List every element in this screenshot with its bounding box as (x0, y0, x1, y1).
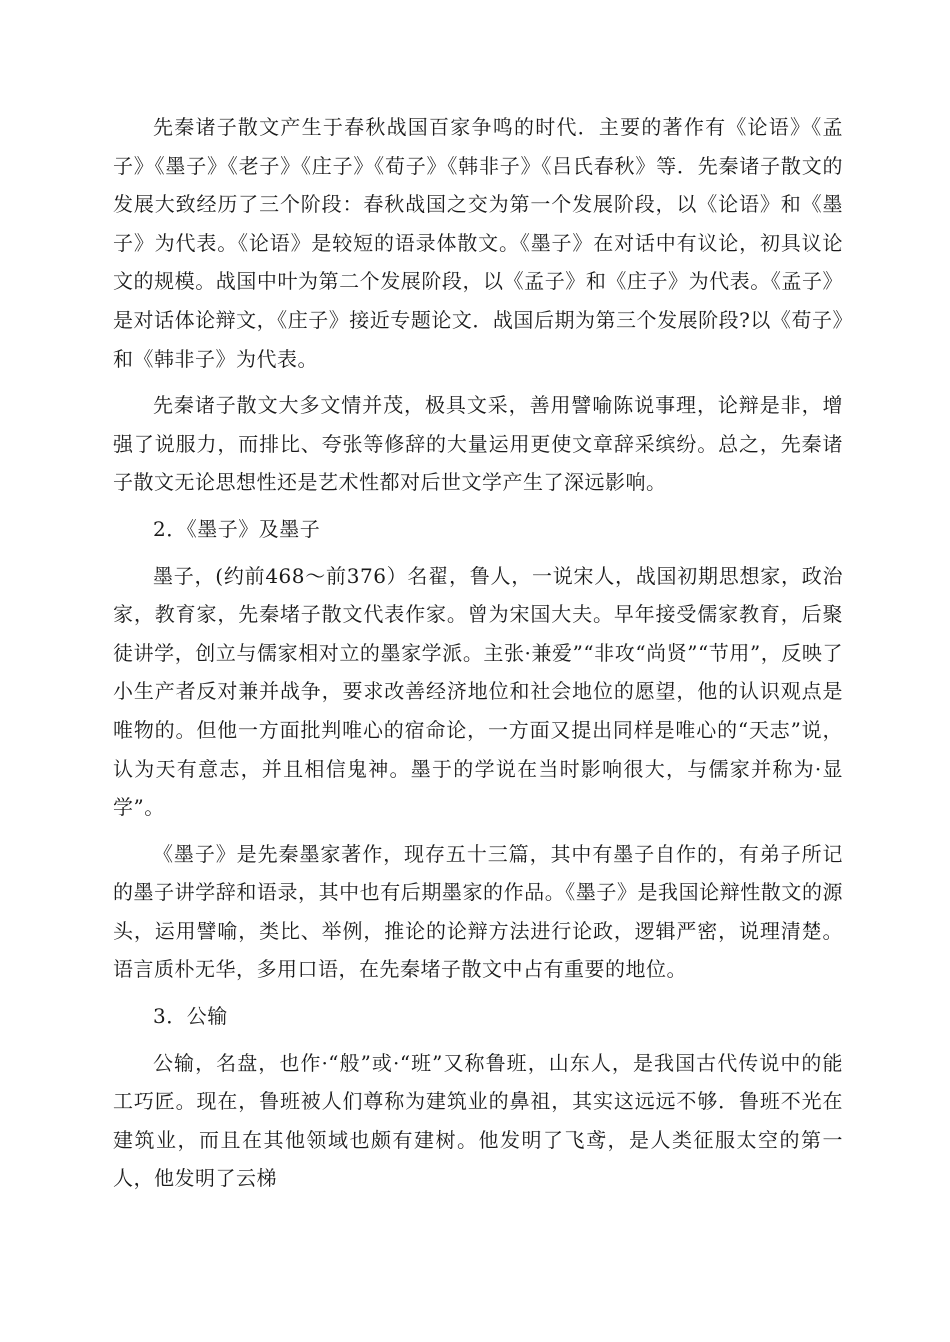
intro-paragraph-1: 先秦诸子散文产生于春秋战国百家争鸣的时代．主要的著作有《论语》《孟子》《墨子》《老子》《庄子》《荀子》《韩非子》《吕氏春秋》等．先秦诸子散文的发展大致经历了三个阶段：春秋战国之交为第一个发展阶段，以《论语》和《墨子》为代表。《论语》是较短的语录体散文。《墨子》在对话中有议论，初具议论文的规模。战国中叶为第二个发展阶段，以《孟子》和《庄子》为代表。《孟子》是对话体论辩文，《庄子》接近专题论文．战国后期为第三个发展阶段?以《荀子》和《韩非子》为代表。 (113, 115, 843, 371)
section-heading-mozi: 2．《墨子》及墨子 (153, 516, 321, 541)
intro-paragraph-2: 先秦诸子散文大多文情并茂，极具文采，善用譬喻陈说事理，论辩是非，增强了说服力，而排比、夸张等修辞的大量运用更使文章辞采缤纷。总之，先秦诸子散文无论思想性还是艺术性都对后世文学产生了深远影响。 (113, 393, 843, 495)
mozi-biography-paragraph: 墨子，(约前468～前376）名翟，鲁人，一说宋人，战国初期思想家，政治家，教育家，先秦堵子散文代表作家。曾为宋国大夫。早年接受儒家教育，后聚徒讲学，创立与儒家相对立的墨家学派。主张·兼爱”“非攻“尚贤”“节用”，反映了小生产者反对兼并战争，要求改善经济地位和社会地位的愿望，他的认识观点是唯物的。但他一方面批判唯心的宿命论，一方面又提出同样是唯心的“天志”说，认为天有意志，并且相信鬼神。墨于的学说在当时影响很大，与儒家并称为·显学”。 (113, 563, 843, 820)
gongshu-paragraph: 公输，名盘，也作·“般”或·“班”又称鲁班，山东人，是我国古代传说中的能工巧匠。现在，鲁班被人们尊称为建筑业的鼻祖，其实这远远不够．鲁班不光在建筑业，而且在其他领域也颇有建树。他发明了飞鸢，是人类征服太空的第一人，他发明了云梯 (113, 1050, 843, 1191)
document-body (113, 108, 843, 1206)
mozi-book-paragraph: 《墨子》是先秦墨家著作，现存五十三篇，其中有墨子自作的，有弟子所记的墨子讲学辞和语录，其中也有后期墨家的作品。《墨子》是我国论辩性散文的源头，运用譬喻，类比、举例，推论的论辩方法进行论政，逻辑严密，说理清楚。语言质朴无华，多用口语，在先秦堵子散文中占有重要的地位。 (113, 841, 843, 982)
section-heading-gongshu: 3．公输 (153, 1004, 228, 1029)
